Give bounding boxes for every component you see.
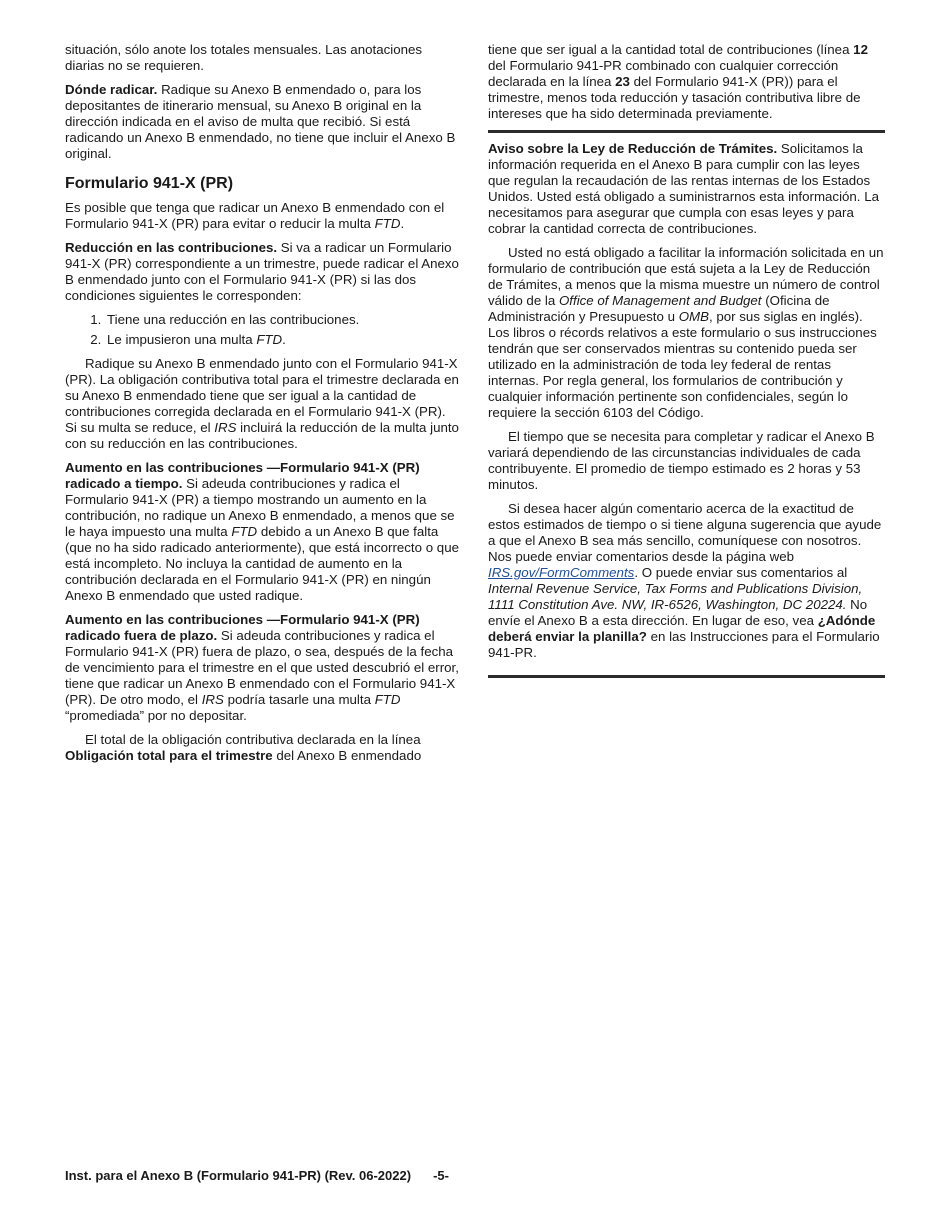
run-in-heading: Aviso sobre la Ley de Reducción de Trámites. [488, 141, 778, 156]
paragraph-total-liability: El total de la obligación contributiva declarada en la línea Obligación total para el trimestre del Anexo B enmendado [65, 732, 422, 763]
list-item: 2. Le impusieron una multa FTD. [105, 332, 461, 348]
page-number: -5- [433, 1168, 449, 1183]
paragraph-where-to-file: Dónde radicar. Radique su Anexo B enmendado o, para los depositantes de itinerario mensual, su Anexo B original en la dirección indicada en el aviso de multa que recibió. Si está radicando un Anexo B enmendado, no tiene que incluir el Anexo B original. [65, 82, 456, 161]
page-footer [65, 1168, 449, 1184]
run-in-heading: Dónde radicar. [65, 82, 158, 97]
end-divider [488, 675, 885, 678]
left-column [65, 42, 461, 772]
run-in-heading: Reducción en las contribuciones. [65, 240, 278, 255]
paragraph-total-liability-cont: tiene que ser igual a la cantidad total de contribuciones (línea 12 del Formulario 941-PR combinado con cualquier corrección declarada en la línea 23 del Formulario 941-X (PR)) para el trimestre, menos toda reducción y tasación contributiva libre de intereses que ha sido determinada previamente. [488, 42, 868, 121]
paragraph-omb: Usted no está obligado a facilitar la información solicitada en un formulario de contribución que está sujeta a la Ley de Reducción de Trámites, a menos que la misma muestre un número de control válido de la Office of Management and Budget (Oficina de Administración y Presupuesto u OMB, por sus siglas en inglés). Los libros o récords relativos a este formulario o sus instrucciones tendrán que ser conservados mientras su contenido pueda ser utilizado en la administración de toda ley federal de rentas internas. Por regla general, los formularios de contribución y cualquier información pertinente son confidenciales, según lo requiere la sección 6103 del Código. [488, 245, 884, 420]
paragraph-increase-late: Aumento en las contribuciones —Formulario 941-X (PR) radicado fuera de plazo. Si adeuda contribuciones y radica el Formulario 941-X (PR) fuera de plazo, o sea, después de la fecha de vencimiento para el trimestre en el que usted descubrió el error, tiene que radicar un Anexo B enmendado con el Formulario 941-X (PR). De otro modo, el IRS podría tasarle una multa FTD “promediada” por no depositar. [65, 612, 459, 723]
list-item: 1. Tiene una reducción en las contribuciones. [105, 312, 461, 328]
right-column [488, 42, 885, 678]
paragraph-daily-entries: situación, sólo anote los totales mensuales. Las anotaciones diarias no se requieren. [65, 42, 423, 73]
footer-title: Inst. para el Anexo B (Formulario 941-PR) (Rev. 06-2022) [65, 1168, 412, 1183]
paragraph-time-estimate: El tiempo que se necesita para completar y radicar el Anexo B variará dependiendo de las circunstancias individuales de cada contribuyente. El promedio de tiempo estimado es 2 horas y 53 minutos. [488, 429, 875, 492]
run-in-heading: Aumento en las contribuciones —Formulario 941-X (PR) radicado fuera de plazo. [65, 612, 420, 643]
paragraph-tax-decrease: Reducción en las contribuciones. Si va a radicar un Formulario 941-X (PR) correspondiente a un trimestre, puede radicar el Anexo B enmendado junto con el Formulario 941-X (PR) si las dos condiciones siguientes le corresponden: [65, 240, 459, 303]
paragraph-increase-timely: Aumento en las contribuciones —Formulario 941-X (PR) radicado a tiempo. Si adeuda contribuciones y radica el Formulario 941-X (PR) a tiempo mostrando un aumento en la contribución, no radique un Anexo B enmendado, a menos que se le haya impuesto una multa FTD debido a un Anexo B que falta (que no ha sido radicado anteriormente), que está incorrecto o que está incompleto. No incluya la cantidad de aumento en la contribución declarada en el Formulario 941-X (PR) en ningún Anexo B enmendado que usted radique. [65, 460, 459, 603]
paragraph-paperwork-notice: Aviso sobre la Ley de Reducción de Trámites. Solicitamos la información requerida en el Anexo B para cumplir con las leyes que regulan la recaudación de las rentas internas de los Estados Unidos. Usted está obligado a suministrarnos esta información. La necesitamos para asegurar que cumpla con esas leyes y para cobrar la cantidad correcta de contribuciones. [488, 141, 879, 236]
conditions-list [65, 312, 461, 348]
paragraph-941x-intro: Es posible que tenga que radicar un Anexo B enmendado con el Formulario 941-X (PR) para evitar o reducir la multa FTD. [65, 200, 445, 231]
section-divider [488, 130, 885, 133]
form-comments-link[interactable]: IRS.gov/FormComments [488, 565, 635, 580]
run-in-heading: Aumento en las contribuciones —Formulario 941-X (PR) radicado a tiempo. [65, 460, 420, 491]
section-heading-941x: Formulario 941-X (PR) [65, 175, 234, 192]
paragraph-file-amended: Radique su Anexo B enmendado junto con el Formulario 941-X (PR). La obligación contributiva total para el trimestre declarada en su Anexo B enmendado tiene que ser igual a la cantidad de contribuciones corregida declarada en el Formulario 941-X (PR). Si su multa se reduce, el IRS incluirá la reducción de la multa junto con su reducción en las contribuciones. [65, 356, 459, 451]
paragraph-comments: Si desea hacer algún comentario acerca de la exactitud de estos estimados de tiempo o si tiene alguna sugerencia que ayude a que el Anexo B sea más sencillo, comuníquese con nosotros. Nos puede enviar comentarios desde la página web IRS.gov/FormComments. O puede enviar sus comentarios al Internal Revenue Service, Tax Forms and Publications Division, 1111 Constitution Ave. NW, IR-6526, Washington, DC 20224. No envíe el Anexo B a esta dirección. En lugar de eso, vea ¿Adónde deberá enviar la planilla? en las Instrucciones para el Formulario 941-PR. [488, 501, 882, 660]
